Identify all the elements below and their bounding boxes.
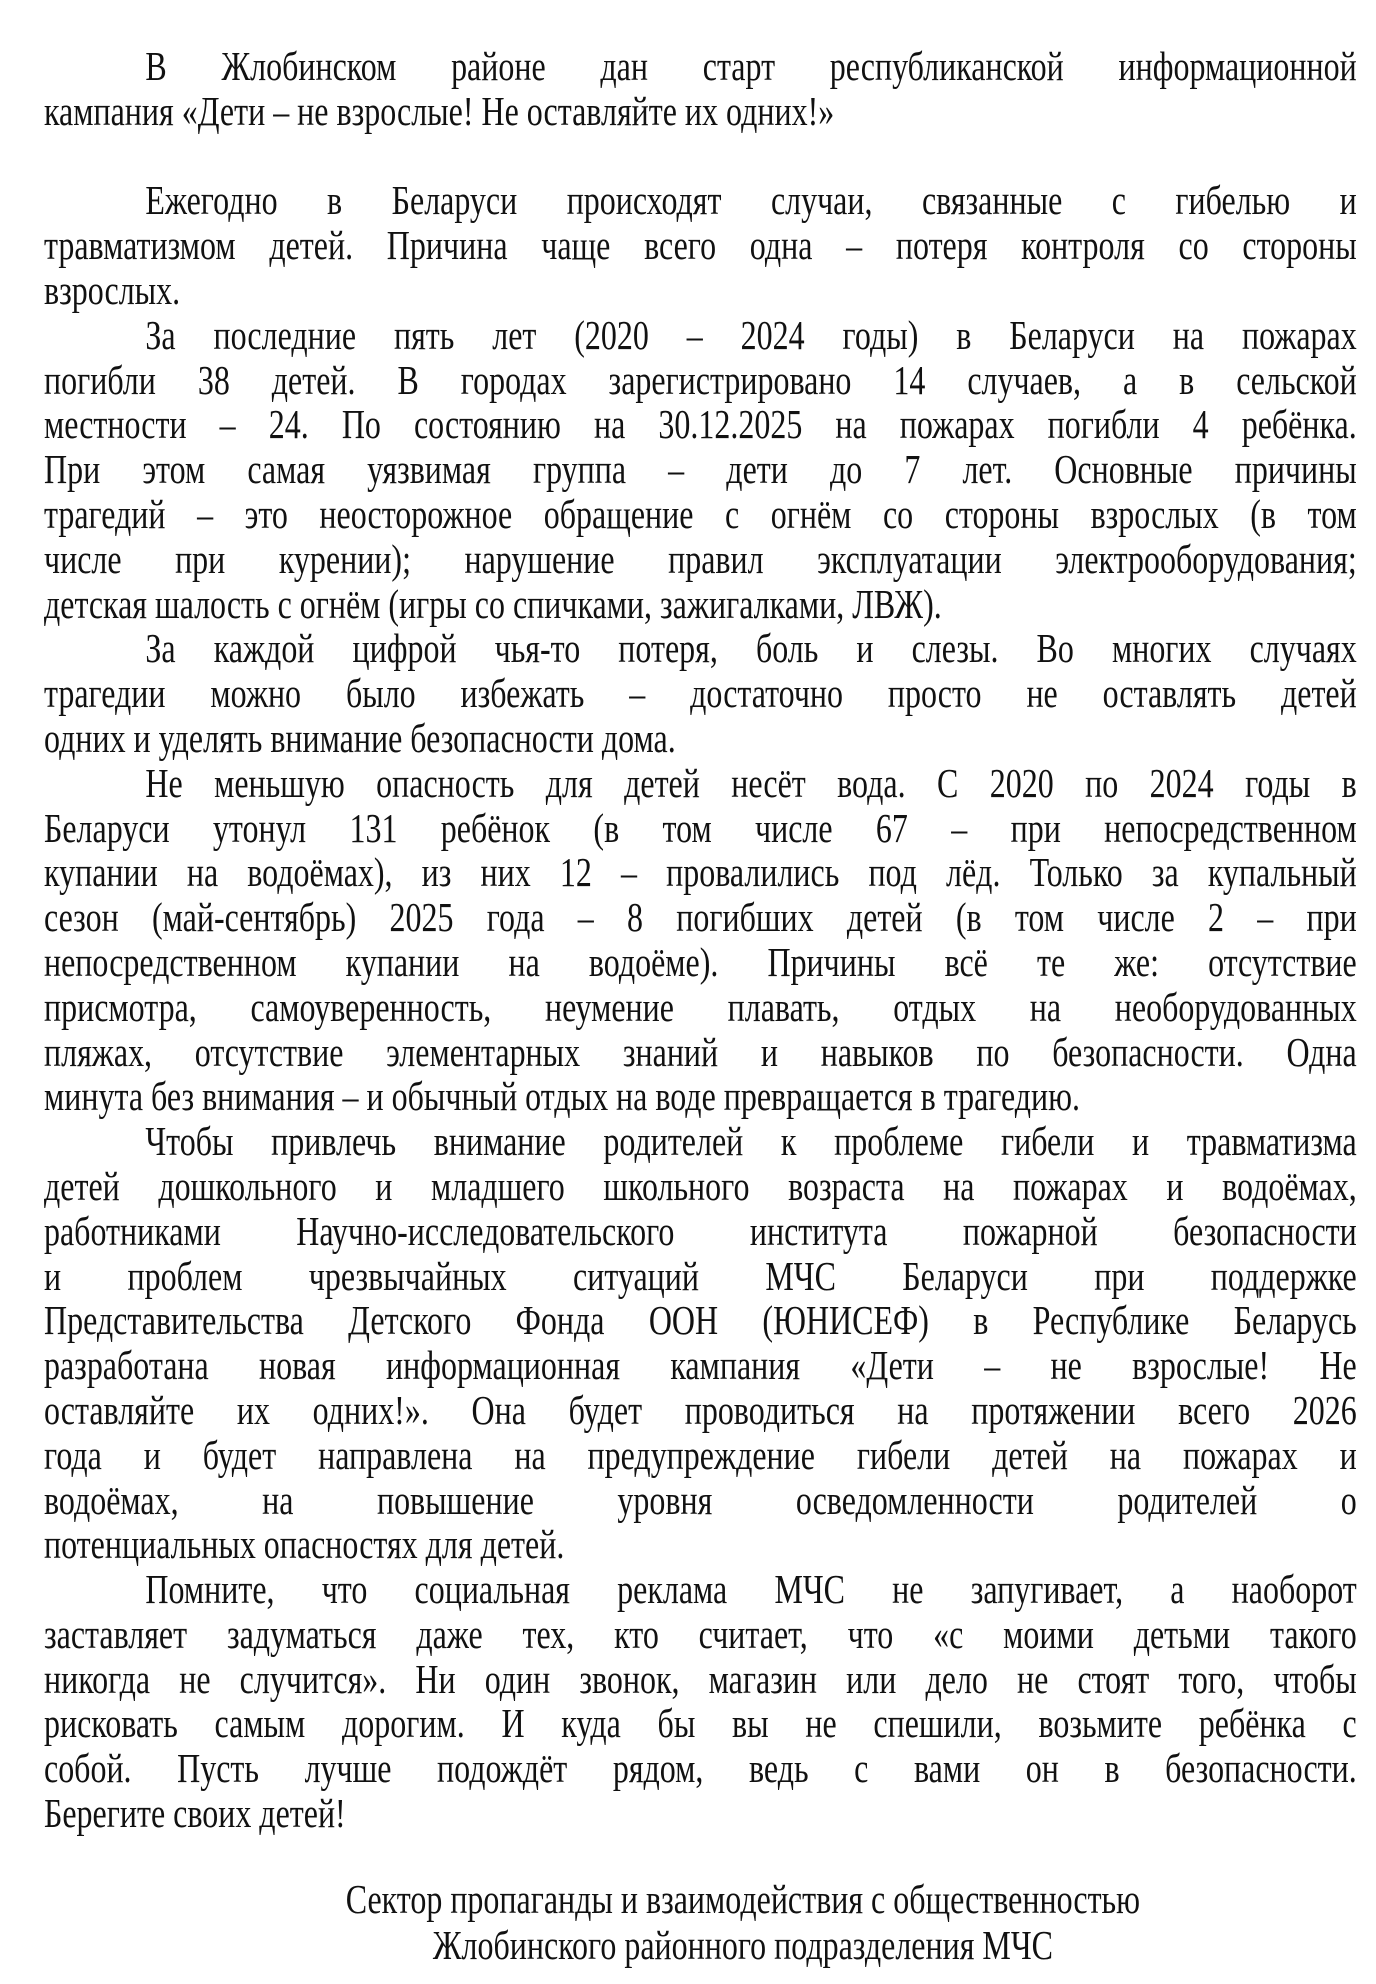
paragraph-line: заставляет задуматься даже тех, кто считает, что «с моими детьми такого [44,1610,1357,1657]
paragraph-line: числе при курении); нарушение правил эксплуатации электрооборудования; [44,535,1357,582]
paragraph-line: Представительства Детского Фонда ООН (ЮНИСЕФ) в Республике Беларусь [44,1297,1357,1344]
paragraph-line: Ежегодно в Беларуси происходят случаи, связанные с гибелью и [145,177,1357,224]
paragraphs [44,178,1357,1835]
paragraph-line: разработана новая информационная кампания «Дети – не взрослые! Не [44,1342,1357,1389]
paragraph-line: водоёмах, на повышение уровня осведомленности родителей о [44,1476,1357,1523]
paragraph-line: Помните, что социальная реклама МЧС не запугивает, а наоборот [145,1566,1357,1613]
title-line: В Жлобинском районе дан старт республиканской информационной [145,43,1357,89]
signature-line: Сектор пропаганды и взаимодействия с общественностью [345,1876,1141,1922]
paragraph-line: работниками Научно-исследовательского института пожарной безопасности [44,1207,1357,1254]
paragraph-line: года и будет направлена на предупреждение гибели детей на пожарах и [44,1431,1357,1478]
paragraph-line: купании на водоёмах), из них 12 – провалились под лёд. Только за купальный [44,849,1357,896]
paragraph-line: детская шалость с огнём (игры со спичками, зажигалками, ЛВЖ). [44,580,942,627]
signature-block [0,1876,1376,1968]
paragraph [44,761,1357,1119]
blank-line [44,134,1357,179]
paragraph-line: никогда не случится». Ни один звонок, магазин или дело не стоят того, чтобы [44,1655,1357,1702]
document-body [44,44,1357,1836]
paragraph-line: трагедий – это неосторожное обращение с огнём со стороны взрослых (в том [44,490,1357,537]
paragraph-line: собой. Пусть лучше подождёт рядом, ведь с вами он в безопасности. [44,1745,1357,1792]
paragraph-line: травматизмом детей. Причина чаще всего одна – потеря контроля со стороны [44,222,1357,269]
paragraph-line: Чтобы привлечь внимание родителей к проблеме гибели и травматизма [145,1118,1357,1165]
paragraph [44,313,1357,627]
paragraph-line: оставляйте их одних!». Она будет проводиться на протяжении всего 2026 [44,1386,1357,1433]
paragraph-line: За последние пять лет (2020 – 2024 годы) в Беларуси на пожарах [145,311,1357,358]
paragraph-line: потенциальных опасностях для детей. [44,1521,565,1568]
paragraph [44,1567,1357,1836]
paragraph-line: сезон (май-сентябрь) 2025 года – 8 погибших детей (в том числе 2 – при [44,894,1357,941]
paragraph-line: присмотра, самоуверенность, неумение плавать, отдых на необорудованных [44,983,1357,1030]
document-title [44,44,1357,134]
paragraph-line: Берегите своих детей! [44,1790,346,1837]
paragraph-line: трагедии можно было избежать – достаточно просто не оставлять детей [44,670,1357,717]
paragraph [44,178,1357,312]
paragraph-line: Беларуси утонул 131 ребёнок (в том числе 67 – при непосредственном [44,804,1357,851]
paragraph-line: Не меньшую опасность для детей несёт вода. С 2020 по 2024 годы в [145,759,1357,806]
paragraph-line: погибли 38 детей. В городах зарегистрировано 14 случаев, а в сельской [44,356,1357,403]
paragraph-line: пляжах, отсутствие элементарных знаний и навыков по безопасности. Одна [44,1028,1357,1075]
paragraph [44,1119,1357,1567]
paragraph-line: рисковать самым дорогим. И куда бы вы не спешили, возьмите ребёнка с [44,1700,1357,1747]
title-line: кампания «Дети – не взрослые! Не оставляйте их одних!» [44,87,835,134]
paragraph [44,626,1357,760]
paragraph-line: детей дошкольного и младшего школьного возраста на пожарах и водоёмах, [44,1162,1357,1209]
paragraph-line: непосредственном купании на водоёме). Причины всё те же: отсутствие [44,938,1357,985]
signature-line: Жлобинского районного подразделения МЧС [432,1922,1053,1968]
paragraph-line: При этом самая уязвимая группа – дети до 7 лет. Основные причины [44,446,1357,493]
paragraph-line: местности – 24. По состоянию на 30.12.2025 на пожарах погибли 4 ребёнка. [44,401,1357,448]
paragraph-line: одних и уделять внимание безопасности дома. [44,714,676,761]
paragraph-line: минута без внимания – и обычный отдых на воде превращается в трагедию. [44,1073,1081,1120]
paragraph-line: и проблем чрезвычайных ситуаций МЧС Беларуси при поддержке [44,1252,1357,1299]
paragraph-line: взрослых. [44,266,181,313]
paragraph-line: За каждой цифрой чья-то потеря, боль и слезы. Во многих случаях [145,625,1357,672]
